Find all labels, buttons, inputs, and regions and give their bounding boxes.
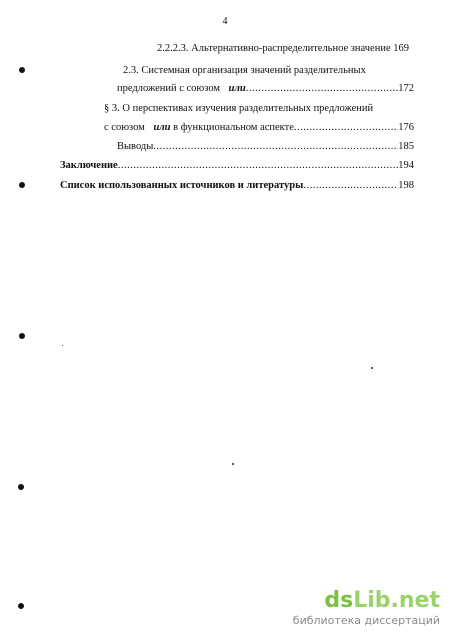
toc-dot-leader [246, 82, 399, 95]
watermark-subtitle: библиотека диссертаций [292, 614, 440, 627]
page-number: 4 [222, 16, 228, 27]
toc-entry-s3-line1: § 3. О перспективах изучения разделительных предложений [104, 103, 374, 114]
watermark [293, 590, 440, 628]
toc-entry-references [60, 179, 414, 192]
toc-entry-2-3-line2 [117, 82, 414, 95]
toc-entry-references-label: Список использованных источников и литературы [60, 180, 304, 191]
toc-entry-summary-page: 194 [398, 160, 414, 171]
watermark-logo-libnet: Lib.net [353, 588, 440, 613]
toc-entry-conclusions-label: Выводы [117, 141, 154, 152]
toc-dot-leader [153, 140, 398, 153]
toc-entry-summary-label: Заключение [60, 160, 118, 171]
watermark-logo [293, 590, 440, 612]
toc-entry-2-3-prefix: предложений с союзом [117, 83, 221, 94]
binding-hole-mark [18, 484, 24, 490]
toc-entry-2-3-italic: или [228, 83, 246, 94]
toc-entry-s3-italic: или [153, 122, 171, 133]
toc-entry-s3-suffix: в функциональном аспекте [173, 122, 294, 133]
toc-entry-conclusions [117, 140, 414, 153]
binding-hole-mark [19, 67, 25, 73]
scan-speck [371, 367, 373, 369]
toc-entry-summary [60, 159, 414, 172]
toc-dot-leader [294, 121, 398, 134]
toc-entry-references-page: 198 [398, 180, 414, 191]
binding-hole-mark [19, 333, 25, 339]
toc-entry-s3-page: 176 [398, 122, 414, 133]
toc-entry-s3-line2 [104, 121, 414, 134]
watermark-logo-ds: ds [324, 588, 354, 613]
binding-hole-mark [18, 603, 24, 609]
toc-entry-2-3-line1: 2.3. Системная организация значений разделительных [123, 65, 366, 76]
scan-speck [232, 463, 234, 465]
toc-entry-2-3-page: 172 [398, 83, 414, 94]
binding-hole-mark [19, 182, 25, 188]
toc-entry-2-2-2-3: 2.2.2.3. Альтернативно-распределительное значение 169 [157, 43, 409, 54]
toc-entry-s3-prefix: с союзом [104, 122, 145, 133]
toc-dot-leader [303, 179, 398, 192]
toc-dot-leader [118, 159, 399, 172]
scan-speck [62, 345, 63, 346]
toc-entry-conclusions-page: 185 [398, 141, 414, 152]
